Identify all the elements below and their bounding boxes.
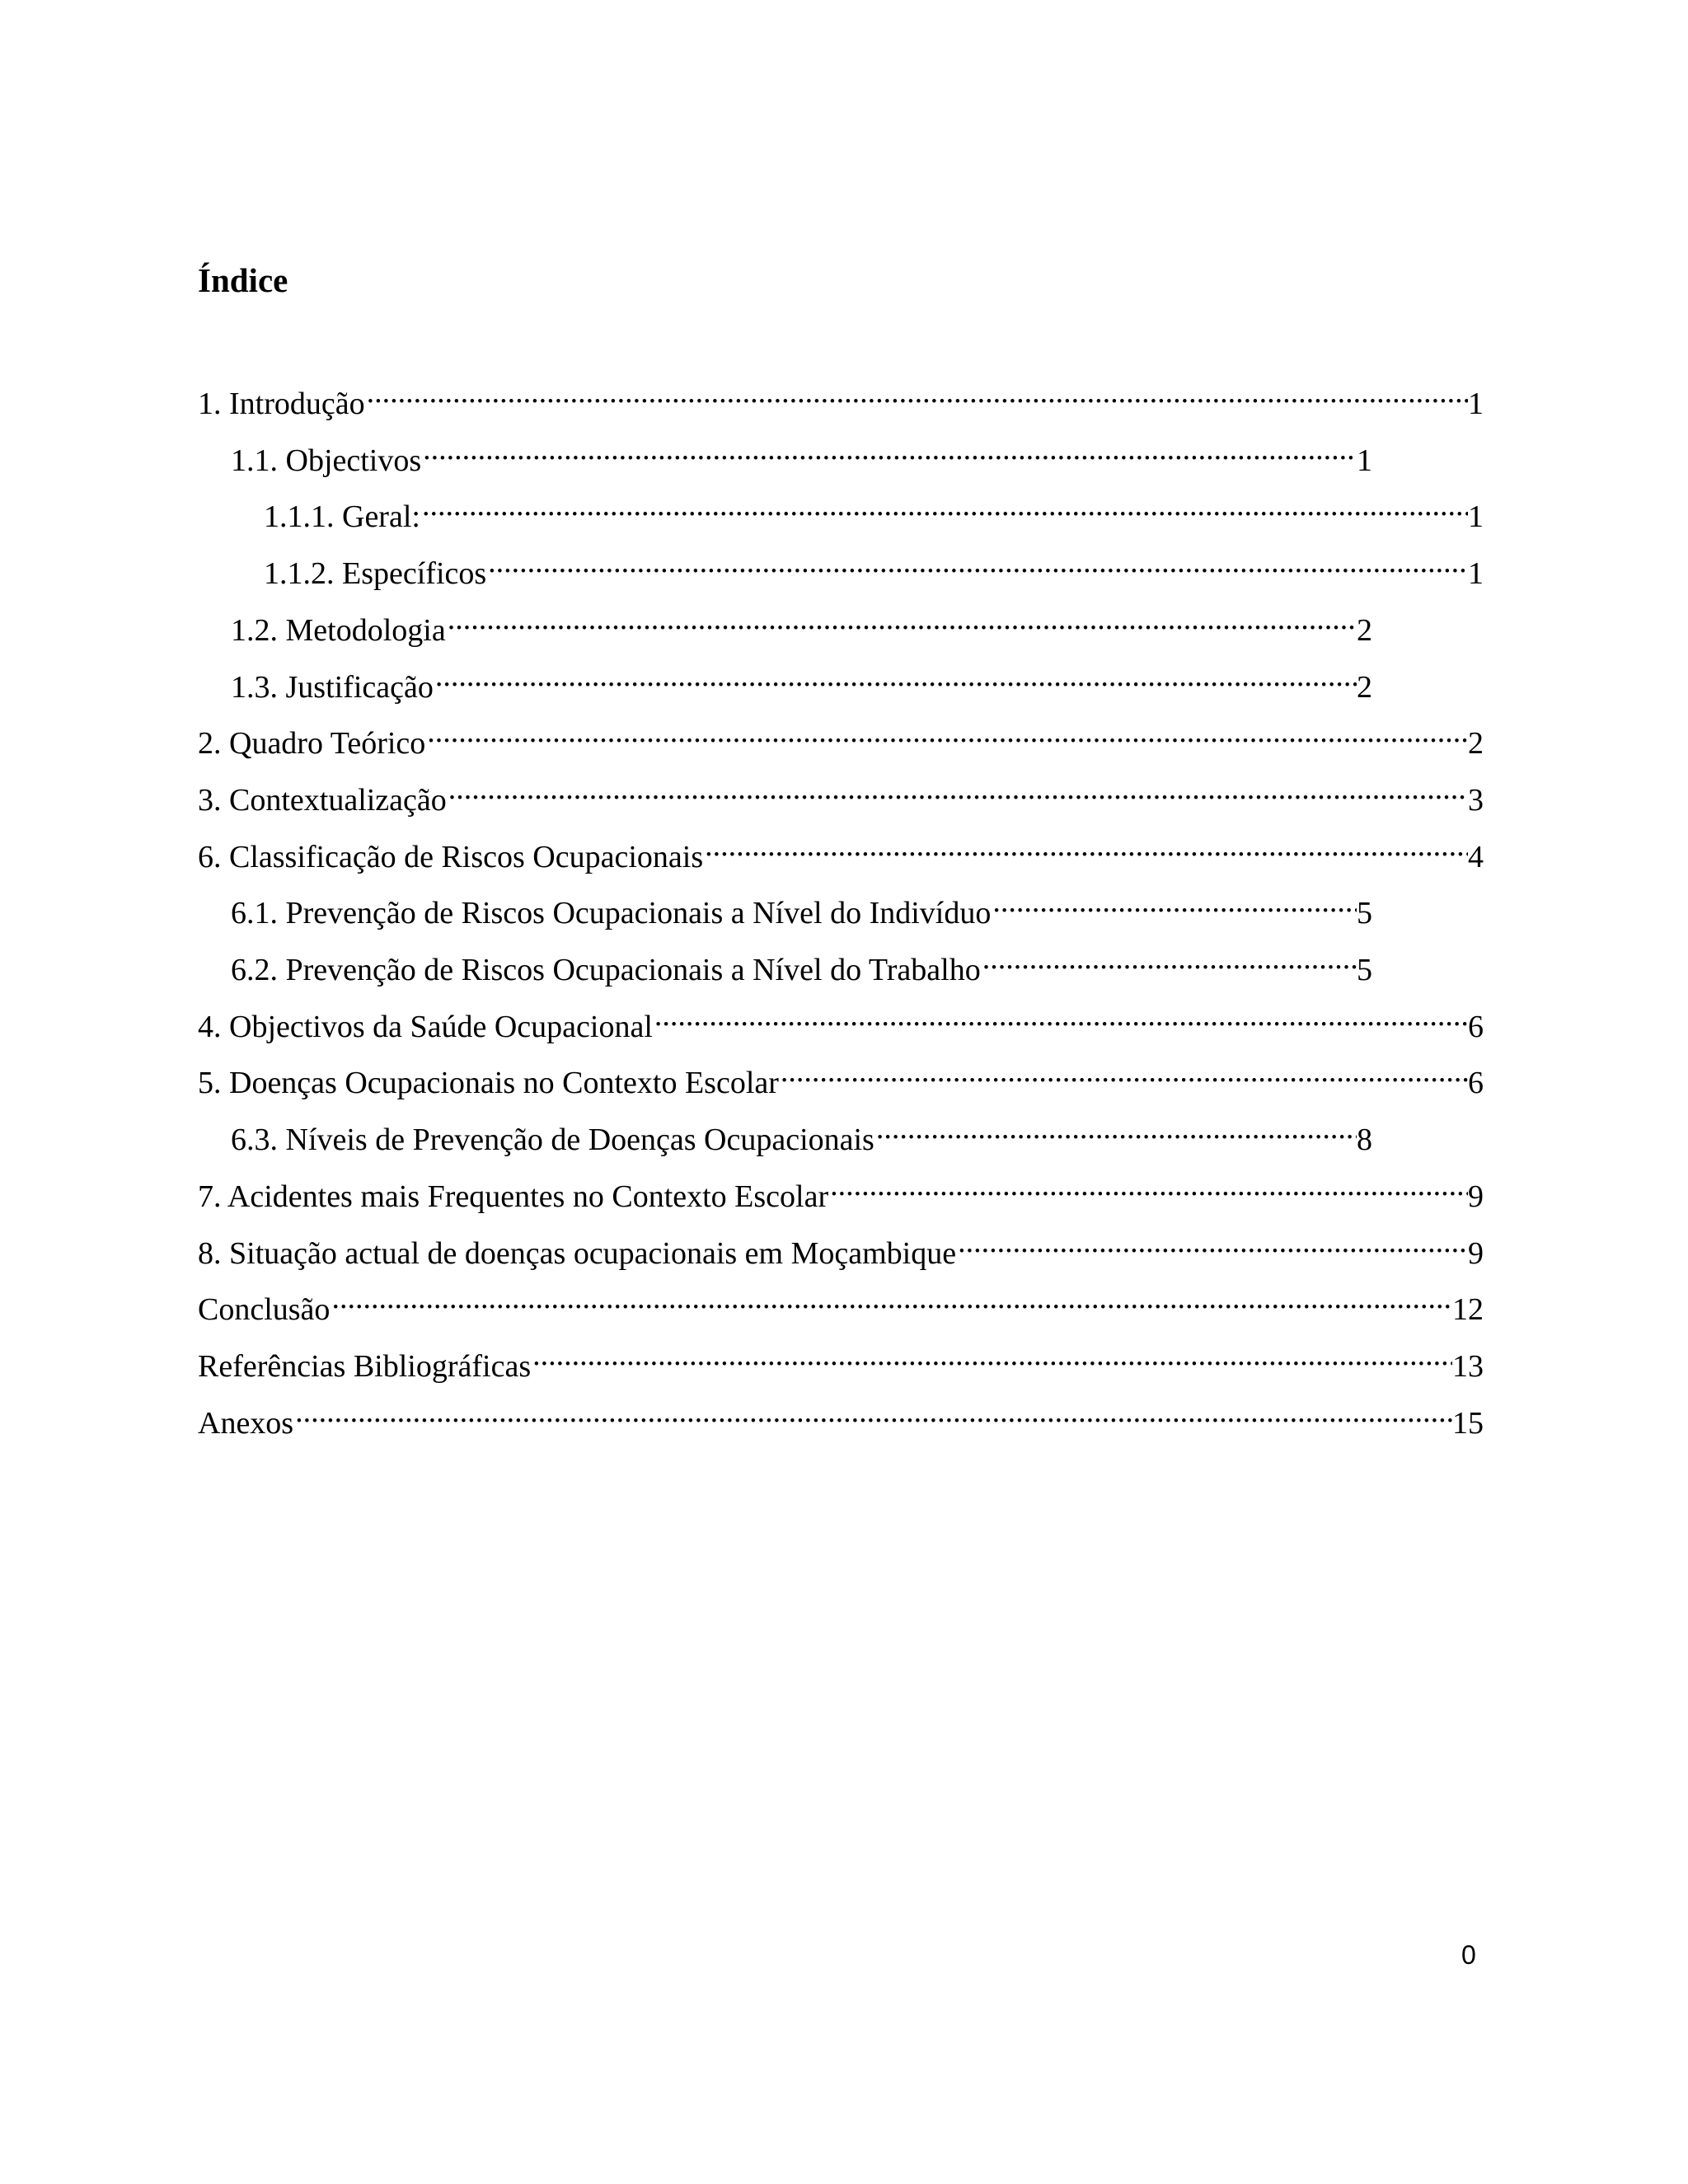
toc-dot-leader: [956, 1221, 1468, 1263]
toc-entry-page: 4: [1468, 839, 1484, 874]
toc-entry-page: 3: [1468, 782, 1484, 818]
toc-dot-leader: [421, 428, 1357, 471]
toc-entry-classificacao-riscos[interactable]: [198, 824, 1484, 874]
toc-entry-quadro-teorico[interactable]: [198, 710, 1484, 762]
toc-dot-leader: [434, 654, 1357, 697]
toc-entry-objectivos[interactable]: [231, 428, 1372, 478]
toc-entry-situacao-mocambique[interactable]: [198, 1221, 1484, 1271]
toc-entry-justificacao[interactable]: [231, 654, 1372, 705]
toc-entry-label: 5. Doenças Ocupacionais no Contexto Escolar: [198, 1066, 779, 1101]
toc-entry-page: 1: [1468, 556, 1484, 592]
toc-entry-label: 3. Contextualização: [198, 782, 447, 818]
toc-entry-metodologia[interactable]: [231, 598, 1372, 648]
toc-entry-especificos[interactable]: [264, 541, 1484, 592]
toc-entry-label: Referências Bibliográficas: [198, 1348, 532, 1384]
toc-entry-label: 6.3. Níveis de Prevenção de Doenças Ocupacionais: [231, 1122, 874, 1158]
toc-entry-label: 1.1. Objectivos: [231, 443, 422, 478]
toc-entry-label: 1.3. Justificação: [231, 669, 434, 705]
toc-dot-leader: [486, 541, 1468, 583]
toc-entry-page: 5: [1357, 953, 1372, 987]
toc-dot-leader: [425, 710, 1468, 753]
toc-dot-leader: [330, 1277, 1452, 1319]
toc-entry-page: 12: [1452, 1292, 1484, 1328]
toc-entry-label: 1.2. Metodologia: [231, 612, 446, 648]
toc-entry-acidentes[interactable]: [198, 1164, 1484, 1214]
toc-entry-page: 13: [1452, 1348, 1484, 1384]
toc-entry-geral[interactable]: [264, 484, 1484, 535]
toc-dot-leader: [420, 484, 1468, 527]
toc-dot-leader: [293, 1390, 1452, 1433]
toc-dot-leader: [447, 767, 1468, 810]
toc-dot-leader: [365, 371, 1468, 414]
toc-entry-label: 6.1. Prevenção de Riscos Ocupacionais a Nível do Indivíduo: [231, 896, 992, 931]
toc-entry-contextualizacao[interactable]: [198, 767, 1484, 818]
toc-entry-page: 6: [1468, 1066, 1484, 1101]
toc-entry-page: 1: [1468, 387, 1484, 421]
toc-entry-page: 15: [1452, 1405, 1484, 1441]
toc-entry-page: 6: [1468, 1009, 1484, 1044]
toc-entry-prevencao-trabalho[interactable]: [231, 937, 1372, 987]
toc-entry-anexos[interactable]: [198, 1390, 1484, 1441]
toc-entry-label: 6.2. Prevenção de Riscos Ocupacionais a Nível do Trabalho: [231, 953, 981, 987]
toc-dot-leader: [874, 1107, 1357, 1150]
toc-entry-page: 2: [1357, 612, 1372, 648]
toc-entry-page: 2: [1468, 726, 1484, 762]
toc-dot-leader: [703, 824, 1468, 867]
toc-entry-introducao[interactable]: [198, 371, 1484, 421]
toc-dot-leader: [981, 937, 1357, 980]
toc-entry-label: 2. Quadro Teórico: [198, 726, 426, 762]
toc-entry-objectivos-saude[interactable]: [198, 994, 1484, 1044]
toc-dot-leader: [779, 1050, 1468, 1093]
toc-dot-leader: [531, 1333, 1452, 1376]
toc-entry-label: 6. Classificação de Riscos Ocupacionais: [198, 839, 704, 874]
toc-entry-page: 1: [1357, 443, 1372, 478]
toc-entry-label: 8. Situação actual de doenças ocupacionais em Moçambique: [198, 1235, 957, 1271]
toc-dot-leader: [828, 1164, 1468, 1207]
toc-entry-page: 9: [1468, 1235, 1484, 1271]
toc-entry-niveis-prevencao[interactable]: [231, 1107, 1372, 1158]
toc-entry-label: 7. Acidentes mais Frequentes no Contexto Escolar: [198, 1179, 829, 1214]
toc-entry-label: Conclusão: [198, 1292, 331, 1328]
toc-entry-page: 2: [1357, 669, 1372, 705]
toc-dot-leader: [991, 880, 1357, 923]
toc-entry-label: 4. Objectivos da Saúde Ocupacional: [198, 1009, 653, 1044]
toc-entry-doencas-escolar[interactable]: [198, 1050, 1484, 1101]
toc-entry-prevencao-individuo[interactable]: [231, 880, 1372, 931]
toc-entry-page: 5: [1357, 896, 1372, 931]
toc-dot-leader: [446, 598, 1357, 640]
page-number: 0: [1461, 1940, 1476, 1970]
toc-entry-page: 9: [1468, 1179, 1484, 1214]
toc-dot-leader: [653, 994, 1468, 1037]
toc-entry-label: 1.1.2. Específicos: [264, 556, 487, 592]
toc-entry-referencias[interactable]: [198, 1333, 1484, 1384]
toc-entry-page: 8: [1357, 1122, 1372, 1158]
toc-entry-label: 1.1.1. Geral:: [264, 499, 420, 535]
toc-entry-conclusao[interactable]: [198, 1277, 1484, 1328]
toc-entry-label: Anexos: [198, 1405, 294, 1441]
toc-heading: Índice: [198, 261, 288, 299]
toc-entry-label: 1. Introdução: [198, 387, 365, 421]
toc-entry-page: 1: [1468, 499, 1484, 535]
